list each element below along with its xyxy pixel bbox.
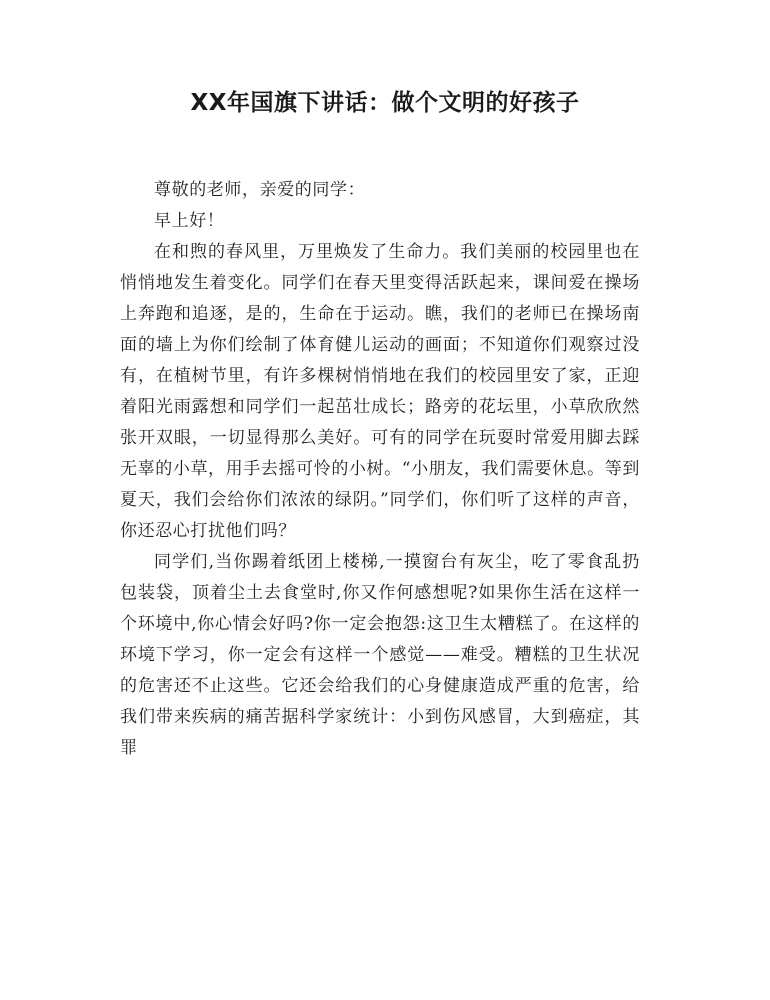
greeting-paragraph: 尊敬的老师，亲爱的同学： [154, 180, 366, 200]
document-title: XX年国旗下讲话：做个文明的好孩子 [190, 90, 580, 116]
hygiene-paragraph: 同学们,当你踢着纸团上楼梯,一摸窗台有灰尘，吃了零食乱扔包装袋，顶着尘土去食堂时,你又作何感想呢?如果你生活在这样一个环境中,你心情会好吗?你一定会抱怨:这卫生太糟糕了。在这样的环境下学习，你一定会有这样一个感觉——难受。糟糕的卫生状况的危害还不止这些。它还会给我们的心身健康造成严重的危害，给我们带来疾病的痛苦据科学家统计：小到伤风感冒，大到癌症，其罪 [120, 552, 640, 758]
document-body [120, 175, 640, 764]
spring-campus-paragraph: 在和煦的春风里，万里焕发了生命力。我们美丽的校园里也在悄悄地发生着变化。同学们在春天里变得活跃起来，课间爱在操场上奔跑和追逐，是的，生命在于运动。瞧，我们的老师已在操场南面的墙上为你们绘制了体育健儿运动的画面；不知道你们观察过没有，在植树节里，有许多棵树悄悄地在我们的校园里安了家，正迎着阳光雨露想和同学们一起茁壮成长；路旁的花坛里，小草欣欣然张开双眼，一切显得那么美好。可有的同学在玩耍时常爱用脚去踩无辜的小草，用手去摇可怜的小树。“小朋友，我们需要休息。等到夏天，我们会给你们浓浓的绿阴。”同学们，你们听了这样的声音，你还忍心打扰他们吗？ [120, 242, 640, 541]
good-morning-paragraph: 早上好！ [154, 211, 225, 231]
